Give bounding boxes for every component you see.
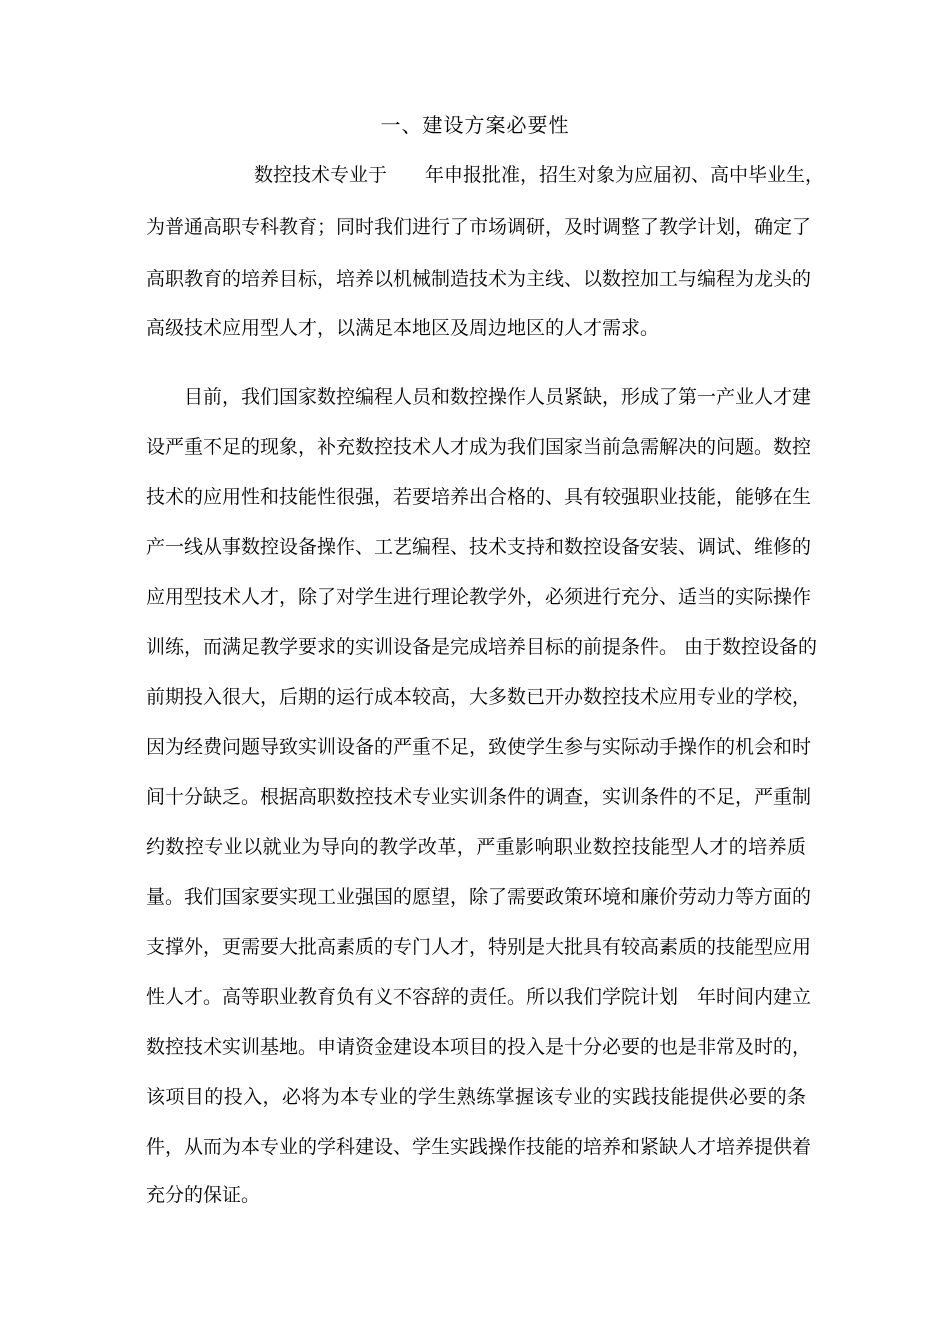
paragraph-line: 前期投入很大，后期的运行成本较高，大多数已开办数控技术应用专业的学校， <box>146 686 812 708</box>
paragraph-line: 训练，而满足教学要求的实训设备是完成培养目标的前提条件。 由于数控设备的 <box>146 636 818 658</box>
paragraph-line: 数控技术实训基地。申请资金建设本项目的投入是十分必要的也是非常及时的， <box>146 1036 812 1058</box>
paragraph-line: 量。我们国家要实现工业强国的愿望，除了需要政策环境和廉价劳动力等方面的 <box>146 886 812 908</box>
paragraph-line: 支撑外，更需要大批高素质的专门人才，特别是大批具有较高素质的技能型应用 <box>146 936 812 958</box>
paragraph-line: 性人才。高等职业教育负有义不容辞的责任。所以我们学院计划 年时间内建立 <box>146 986 812 1008</box>
paragraph-line: 技术的应用性和技能性很强，若要培养出合格的、具有较强职业技能，能够在生 <box>146 486 812 508</box>
paragraph-line: 数控技术专业于 年申报批准，招生对象为应届初、高中毕业生， <box>254 164 825 186</box>
paragraph-line: 约数控专业以就业为导向的教学改革，严重影响职业数控技能型人才的培养质 <box>146 836 806 858</box>
paragraph-line: 高级技术应用型人才，以满足本地区及周边地区的人才需求。 <box>146 317 660 339</box>
paragraph-line: 件，从而为本专业的学科建设、学生实践操作技能的培养和紧缺人才培养提供着 <box>146 1136 812 1158</box>
paragraph-line: 充分的保证。 <box>146 1184 261 1206</box>
paragraph-line: 应用型技术人才，除了对学生进行理论教学外，必须进行充分、适当的实际操作 <box>146 586 812 608</box>
paragraph-line: 设严重不足的现象，补充数控技术人才成为我们国家当前急需解决的问题。数控 <box>146 436 812 458</box>
paragraph-line: 间十分缺乏。根据高职数控技术专业实训条件的调查，实训条件的不足，严重制 <box>146 786 812 808</box>
section-heading: 一、建设方案必要性 <box>380 113 570 137</box>
paragraph-line: 产一线从事数控设备操作、工艺编程、技术支持和数控设备安装、调试、维修的 <box>146 536 812 558</box>
paragraph-line: 因为经费问题导致实训设备的严重不足，致使学生参与实际动手操作的机会和时 <box>146 736 812 758</box>
paragraph-line: 该项目的投入，必将为本专业的学生熟练掌握该专业的实践技能提供必要的条 <box>146 1086 806 1108</box>
paragraph-line: 目前，我们国家数控编程人员和数控操作人员紧缺，形成了第一产业人才建 <box>184 386 812 408</box>
paragraph-line: 为普通高职专科教育；同时我们进行了市场调研，及时调整了教学计划，确定了 <box>146 216 812 238</box>
paragraph-line: 高职教育的培养目标，培养以机械制造技术为主线、以数控加工与编程为龙头的 <box>146 268 812 290</box>
